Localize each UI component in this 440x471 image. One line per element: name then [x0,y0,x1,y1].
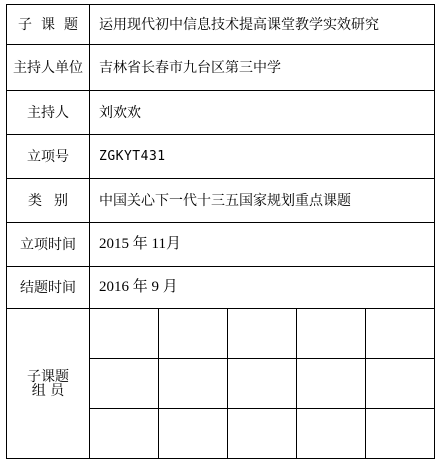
start-date-label: 立项时间 [7,223,90,267]
end-date-value: 2016 年 9 月 [90,267,435,309]
member-cell [366,309,435,359]
row-category [7,179,435,223]
category-value: 中国关心下一代十三五国家规划重点课题 [90,179,435,223]
host-unit-label: 主持人单位 [7,45,90,91]
members-label-line1: 子课题 [27,368,69,385]
member-cell [297,359,366,409]
member-cell [366,359,435,409]
member-cell [90,309,159,359]
category-label: 类别 [7,179,90,223]
host-label: 主持人 [7,91,90,135]
row-project-number [7,135,435,179]
member-cell [228,309,297,359]
end-date-label: 结题时间 [7,267,90,309]
row-host-unit [7,45,435,91]
member-cell [159,359,228,409]
subtopic-label: 子课题 [7,5,90,45]
row-host [7,91,435,135]
project-number-value: ZGKYT431 [90,135,435,179]
project-info-table [6,4,435,459]
host-value: 刘欢欢 [90,91,435,135]
member-cell [297,309,366,359]
member-cell [90,409,159,459]
member-cell [159,309,228,359]
member-cell [228,359,297,409]
member-cell [297,409,366,459]
member-cell [366,409,435,459]
row-end-date [7,267,435,309]
members-label [7,309,90,459]
member-cell [228,409,297,459]
row-subtopic [7,5,435,45]
project-number-label: 立项号 [7,135,90,179]
member-cell [159,409,228,459]
row-start-date [7,223,435,267]
member-cell [90,359,159,409]
host-unit-value: 吉林省长春市九台区第三中学 [90,45,435,91]
start-date-value: 2015 年 11月 [90,223,435,267]
subtopic-value: 运用现代初中信息技术提高课堂教学实效研究 [90,5,435,45]
row-members-1 [7,309,435,359]
members-label-line2: 组 员 [31,382,65,399]
